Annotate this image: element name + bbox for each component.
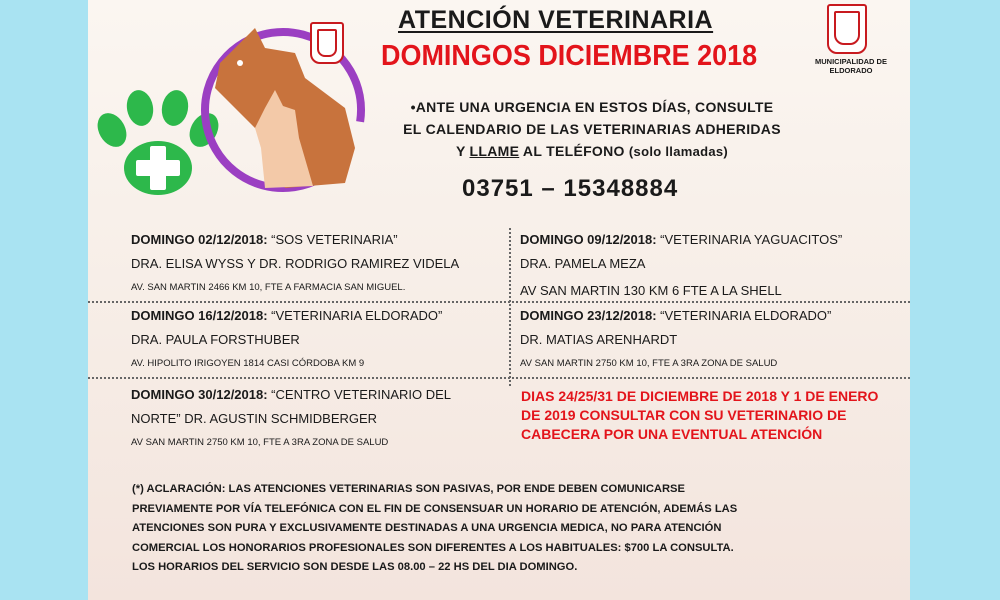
schedule-entry: DOMINGO 30/12/2018: “CENTRO VETERINARIO DEL NORTE” DR. AGUSTIN SCHMIDBERGER AV SAN MARTIN 2750 KM 10, FTE A 3RA ZONA DE SALUD	[131, 387, 452, 448]
footnote-line: (*) ACLARACIÓN: LAS ATENCIONES VETERINARIAS SON PASIVAS, POR ENDE DEBEN COMUNICARSE	[132, 483, 685, 495]
municipality-shield-logo	[827, 4, 867, 54]
intro-line: •ANTE UNA URGENCIA EN ESTOS DÍAS, CONSULTE	[410, 99, 774, 115]
footnote	[132, 480, 854, 578]
intro-line: Y LLAME AL TELÉFONO (solo llamadas)	[455, 143, 729, 159]
page-subtitle: DOMINGOS DICIEMBRE 2018	[381, 40, 758, 72]
footnote-line: PREVIAMENTE POR VÍA TELEFÓNICA CON EL FIN DE CONSENSUAR UN HORARIO DE ATENCIÓN, ADEMÁS LAS	[132, 502, 738, 515]
schedule-entry: DOMINGO 09/12/2018: “VETERINARIA YAGUACITOS” DRA. PAMELA MEZA AV SAN MARTIN 130 KM 6 FTE A LA SHELL	[520, 232, 843, 298]
divider-vertical	[509, 228, 511, 386]
intro-text	[382, 96, 802, 163]
schedule-entry: DOMINGO 02/12/2018: “SOS VETERINARIA” DRA. ELISA WYSS Y DR. RODRIGO RAMIREZ VIDELA AV. SAN MARTIN 2466 KM 10, FTE A FARMACIA SAN MIGUEL.	[131, 232, 460, 293]
phone-number: 03751 – 15348884	[462, 175, 679, 202]
divider-horizontal	[88, 377, 910, 379]
footnote-line: ATENCIONES SON PURA Y EXCLUSIVAMENTE DESTINADAS A UNA URGENCIA MEDICA, NO PARA ATENCIÓN	[132, 522, 722, 534]
special-notice: DIAS 24/25/31 DE DICIEMBRE DE 2018 Y 1 DE ENERO DE 2019 CONSULTAR CON SU VETERINARIO DE CABECERA POR UNA EVENTUAL ATENCIÓN	[521, 388, 879, 442]
schedule-entry: DOMINGO 23/12/2018: “VETERINARIA ELDORADO” DR. MATIAS ARENHARDT AV SAN MARTIN 2750 KM 10, FTE A 3RA ZONA DE SALUD	[520, 308, 832, 369]
intro-line: EL CALENDARIO DE LAS VETERINARIAS ADHERIDAS	[403, 121, 781, 137]
call-link: LLAME	[469, 143, 520, 159]
footnote-line: COMERCIAL LOS HONORARIOS PROFESIONALES SON DIFERENTES A LOS HABITUALES: $700 LA CONSULTA.	[132, 541, 734, 554]
municipality-label: MUNICIPALIDAD DE ELDORADO	[815, 57, 887, 75]
municipality-shield-small	[310, 22, 344, 64]
page-title: ATENCIÓN VETERINARIA	[398, 6, 714, 34]
footnote-line: LOS HORARIOS DEL SERVICIO SON DESDE LAS 08.00 – 22 HS DEL DIA DOMINGO.	[132, 561, 578, 573]
schedule-entry: DOMINGO 16/12/2018: “VETERINARIA ELDORADO” DRA. PAULA FORSTHUBER AV. HIPOLITO IRIGOYEN 1814 CASI CÓRDOBA KM 9	[131, 308, 443, 369]
